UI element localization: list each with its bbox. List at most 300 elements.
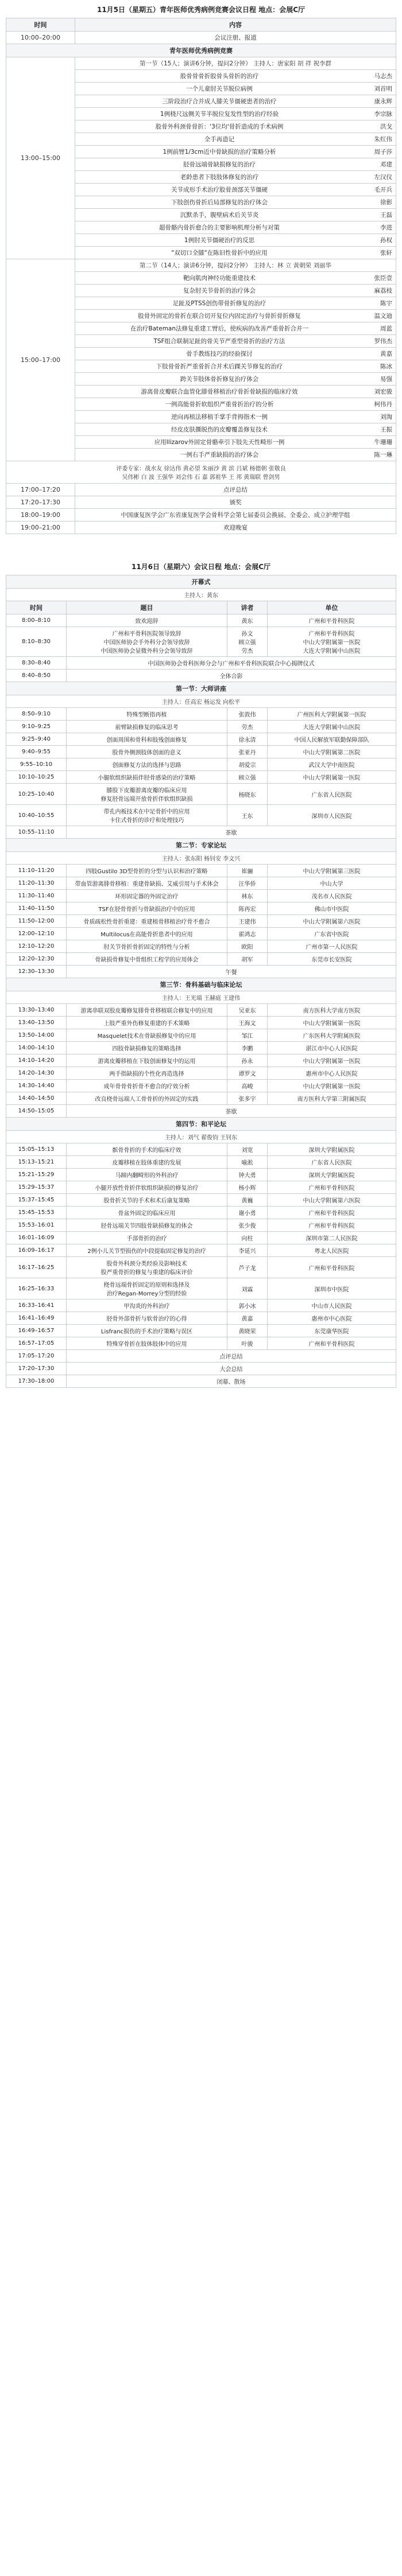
case-entry (75, 120, 396, 133)
unit-cell: 中山市人民医院 (268, 1299, 396, 1312)
speaker-cell: 王建伟 (227, 915, 268, 928)
case-entry (75, 386, 396, 398)
speaker-cell: 陈再宏 (227, 902, 268, 915)
topic-cell: 带孔内板技术在中足骨折中的应用 卡住式骨折的诊疗和处理技巧 (67, 805, 227, 826)
topic-cell: 皮瓣移植在肢体重建的发展 (67, 1156, 227, 1169)
speaker-cell: 黄嘉 (227, 1312, 268, 1325)
time-cell: 15:05–15:13 (6, 1143, 67, 1156)
unit-cell: 佛山市中医院 (268, 902, 396, 915)
day1-row (6, 44, 396, 57)
topic-cell: 股骨外侧颈肢体创面的意义 (67, 746, 227, 758)
day2-host-row (6, 991, 396, 1004)
day2-row (6, 708, 396, 721)
day1-row (6, 509, 396, 522)
day2-row (6, 1278, 396, 1299)
unit-cell: 广东省人民医院 (268, 1156, 396, 1169)
unit-cell: 深圳大学附属医院 (268, 1143, 396, 1156)
time-cell: 16:25–16:33 (6, 1278, 67, 1299)
case-title: 跨关节肢体骨折修复治疗体会 (180, 376, 259, 383)
topic-cell: 前臂缺损修复的临床思考 (67, 721, 227, 733)
day2-row (6, 771, 396, 784)
topic-cell: 中国医师协会骨科医师分会与广州和平骨科医院联合中心揭牌仪式 (67, 657, 396, 670)
unit-cell: 湛江市中心人民医院 (268, 1042, 396, 1054)
time-cell: 16:33–16:41 (6, 1299, 67, 1312)
case-entry (75, 411, 396, 423)
case-speaker: 刘首明 (374, 85, 392, 92)
speaker-cell: 劳杰 (227, 721, 268, 733)
topic-cell: 四肢Gustilo 3D型骨折的分型与认识和治疗策略 (67, 865, 227, 877)
speaker-cell: 孙文 顾立强 劳杰 (227, 627, 268, 657)
day2-row (6, 1257, 396, 1278)
case-speaker: 牛珊珊 (374, 439, 392, 446)
day2-row (6, 627, 396, 657)
time-cell: 11:10–11:20 (6, 865, 67, 877)
case-speaker: 毛开兵 (374, 186, 392, 193)
day2-row (6, 953, 396, 966)
case-entry (75, 184, 396, 196)
case-title: 一个儿童肘关节脱位病例 (186, 85, 253, 92)
case-entry (75, 133, 396, 146)
time-cell: 17:05–17:20 (6, 1350, 67, 1363)
case-entry (75, 95, 396, 108)
day2-row (6, 1363, 396, 1375)
case-entry (75, 108, 396, 120)
case-speaker: 陈宇 (380, 300, 392, 307)
time-cell: 14:30–14:40 (6, 1080, 67, 1092)
opening-label: 开幕式 (6, 575, 396, 589)
case-title: 下肢骨骨折严重骨折合并术后踝关节修复的治疗 (156, 363, 283, 370)
topic-cell: 午餐 (67, 966, 396, 978)
time-cell: 15:00–17:00 (6, 259, 75, 461)
unit-cell: 广州和平骨科医院 (268, 1219, 396, 1232)
topic-cell: 改良桡骨远端人工骨骨折的外固定的实践 (67, 1092, 227, 1105)
case-entry (75, 285, 396, 297)
case-title: 足趾及PTSS创伤带骨折修复的治疗 (172, 300, 266, 307)
session-host: 主持人：刘气 翟俊钧 王钊东 (6, 1131, 396, 1143)
case-speaker: 左汉仪 (374, 174, 392, 181)
speaker-cell: 钟大勇 (227, 1169, 268, 1181)
day2-row (6, 1067, 396, 1080)
day2-row (6, 733, 396, 746)
case-title: 1例前臂1/3cm近中骨缺损的治疗策略分析 (163, 149, 276, 155)
case-speaker: 朱红伟 (374, 136, 392, 143)
case-entry (75, 373, 396, 386)
agenda-item: 中国康复医学会广东省康复医学会骨科学会第七届委员会换届、全委会、成立护理学组 (75, 509, 396, 522)
day2-row (6, 758, 396, 771)
case-title: 胫骨远端骨缺损修复的治疗 (183, 161, 256, 168)
unit-cell: 茂名市人民医院 (268, 890, 396, 902)
day2-row (6, 721, 396, 733)
case-entry (75, 146, 396, 158)
case-speaker: 李宗脉 (374, 111, 392, 118)
speaker-cell: 吴亚东 (227, 1004, 268, 1017)
case-title: TSF组合联制足趾的骨关节严重型骨折的治疗方法 (153, 338, 285, 345)
day2-host-row (6, 1131, 396, 1143)
unit-cell: 深圳大学附属医院 (268, 1169, 396, 1181)
case-title: "双切口全膝"在陈旧性骨折中的应用 (171, 250, 268, 256)
day2-section-row (6, 839, 396, 852)
case-speaker: 易强 (380, 376, 392, 383)
speaker-cell: 王东 (227, 805, 268, 826)
day2-row (6, 1232, 396, 1244)
section-label: 第三节：骨科基础与临床论坛 (6, 978, 396, 991)
time-cell: 17:20–17:30 (6, 1363, 67, 1375)
unit-cell: 中山大学附属第三医院 (268, 865, 396, 877)
unit-cell: 中山大学附属第一医院 (268, 1054, 396, 1067)
time-cell: 11:50–12:00 (6, 915, 67, 928)
day2-row (6, 877, 396, 890)
time-cell: 15:29–15:37 (6, 1181, 67, 1194)
topic-cell: 四肢骨缺损修复的策略选择 (67, 1042, 227, 1054)
day2-row (6, 1169, 396, 1181)
unit-cell: 惠州市中心医院 (268, 1312, 396, 1325)
time-cell: 16:49–16:57 (6, 1325, 67, 1337)
day1-table (6, 18, 396, 534)
time-cell: 9:40–9:55 (6, 746, 67, 758)
agenda-item: 会议注册、报道 (75, 32, 396, 44)
speaker-cell: 邹江 (227, 1029, 268, 1042)
case-title: 一例右手严重缺损的治疗体会 (180, 452, 259, 458)
case-speaker: 张轩 (380, 250, 392, 256)
speaker-cell: 郭小冰 (227, 1299, 268, 1312)
day2-section-row (6, 978, 396, 991)
topic-cell: 马蹄内翻畸形的外科治疗 (67, 1169, 227, 1181)
speaker-cell: 李鹏 (227, 1042, 268, 1054)
time-cell: 11:30–11:40 (6, 890, 67, 902)
topic-cell: 股骨外科颈分类经验及影响技术 股严重骨折的修复与重建的临床评价 (67, 1257, 227, 1278)
time-cell: 17:00–17:20 (6, 484, 75, 496)
time-cell: 16:17–16:25 (6, 1257, 67, 1278)
day2-row (6, 1244, 396, 1257)
day2-table (6, 575, 396, 1388)
speaker-cell: 叶骏 (227, 1337, 268, 1350)
day2-row (6, 1156, 396, 1169)
time-cell: 16:09–16:17 (6, 1244, 67, 1257)
unit-cell: 东莞康华医院 (268, 1325, 396, 1337)
case-speaker: 张臣壹 (374, 275, 392, 282)
day2-header-topic: 题目 (67, 601, 227, 614)
day2-row (6, 1042, 396, 1054)
day2-row (6, 1350, 396, 1363)
session-host: 第一节（15人；演讲6分钟，提问2分钟） 主持人：唐家阳 胡 祥 祝李群 (75, 57, 396, 70)
case-title: 股骨骨骨折股骨头骨折的治疗 (180, 73, 259, 80)
day2-row (6, 966, 396, 978)
unit-cell: 广东省中医院 (268, 928, 396, 940)
time-cell: 9:55–10:10 (6, 758, 67, 771)
topic-cell: 小腿软组织缺损伴胫骨感染的治疗策略 (67, 771, 227, 784)
case-speaker: 李进 (380, 224, 392, 231)
section-label: 第四节：和平论坛 (6, 1118, 396, 1131)
case-title: 全手再造记 (204, 136, 235, 143)
case-speaker: 孙权 (380, 237, 392, 244)
topic-cell: 环形固定器的外固定治疗 (67, 890, 227, 902)
speaker-cell: 胡爱宗 (227, 758, 268, 771)
case-speaker: 马志杰 (374, 73, 392, 80)
case-entry (75, 247, 396, 259)
topic-cell: 致欢迎辞 (67, 614, 227, 627)
day2-row (6, 902, 396, 915)
speaker-cell: 顾立强 (227, 771, 268, 784)
unit-cell: 惠州市中心人民医院 (268, 1067, 396, 1080)
day2-row (6, 915, 396, 928)
time-cell: 13:30–13:40 (6, 1004, 67, 1017)
time-cell: 16:57–17:05 (6, 1337, 67, 1350)
time-cell: 14:20–14:30 (6, 1067, 67, 1080)
unit-cell: 深圳市第二人民医院 (268, 1232, 396, 1244)
time-cell: 8:00–8:10 (6, 614, 67, 627)
case-title: 老龄患者下肢肢体修复的治疗 (180, 174, 259, 181)
day2-row (6, 1194, 396, 1207)
topic-cell: TSF在胫骨骨折与骨缺损治疗中的应用 (67, 902, 227, 915)
unit-cell: 深圳市人民医院 (268, 805, 396, 826)
speaker-cell: 黄晓荣 (227, 1325, 268, 1337)
time-cell: 14:40–14:50 (6, 1092, 67, 1105)
case-title: 经皮皮肤撕脱伤的皮瓣覆盖修复技术 (171, 426, 268, 433)
topic-cell: 创面周围和骨科和肢残创面修复 (67, 733, 227, 746)
time-cell: 19:00–21:00 (6, 522, 75, 534)
topic-cell: 特殊型断指再植 (67, 708, 227, 721)
day1-row (6, 57, 396, 70)
topic-cell: 髌骨骨折的手术的临床疗效 (67, 1143, 227, 1156)
day2-row (6, 890, 396, 902)
day2-row (6, 1299, 396, 1312)
case-entry (75, 83, 396, 95)
topic-cell: 骨缺损骨修复中骨组织工程学的应用体会 (67, 953, 227, 966)
time-cell: 9:25–9:40 (6, 733, 67, 746)
speaker-cell: 谭罗文 (227, 1067, 268, 1080)
unit-cell: 中山大学附属第六医院 (268, 915, 396, 928)
day2-title: 11月6日（星期六）会议日程 地点：会展C厅 (131, 563, 271, 571)
unit-cell: 广州市第一人民医院 (268, 940, 396, 953)
case-title: 游离骨皮瓣联合血管化腓骨移植治疗骨折骨缺损的临床疗效 (141, 388, 298, 395)
case-title: 1例桡尺远侧关节半脱位复发性型的治疗经验 (160, 111, 279, 118)
time-cell: 8:40–8:50 (6, 670, 67, 682)
speaker-cell: 王海文 (227, 1017, 268, 1029)
case-title: 在治疗Bateman法修复重建工臂后，使疾病的改善严重骨折合并一 (130, 325, 309, 332)
case-entry (75, 209, 396, 221)
topic-cell: 点评总结 (67, 1350, 396, 1363)
unit-cell: 中山大学附属第一医院 (268, 1080, 396, 1092)
day2-row (6, 1207, 396, 1219)
speaker-cell: 杨小辉 (227, 1181, 268, 1194)
section-label: 青年医师优秀病例竞赛 (6, 44, 396, 57)
speaker-cell: 徐永清 (227, 733, 268, 746)
case-entry (75, 360, 396, 373)
topic-cell: 桡骨远端骨折固定的原则和选择及 治疗Regan-Morrey分型的经验 (67, 1278, 227, 1299)
time-cell: 16:41–16:49 (6, 1312, 67, 1325)
session-host: 主持人：任高宏 杨运发 向松平 (6, 695, 396, 708)
unit-cell: 中国人民解放军联勤保障部队 (268, 733, 396, 746)
time-cell: 10:55–11:10 (6, 826, 67, 839)
time-cell: 8:10–8:30 (6, 627, 67, 657)
case-title: 关节成形手术治疗股骨颈部关节僵硬 (171, 186, 268, 193)
topic-cell: 成年骨骨骨折骨不愈合的疗效分析 (67, 1080, 227, 1092)
time-cell: 13:50–14:00 (6, 1029, 67, 1042)
topic-cell: Masquelet技术在骨缺损修复中的应用 (67, 1029, 227, 1042)
day2-row (6, 1312, 396, 1325)
case-title: 靶向肌肉神经功能重建技术 (183, 275, 256, 282)
section-label: 第二节：专家论坛 (6, 839, 396, 852)
day2-row (6, 1029, 396, 1042)
case-speaker: 洪戈 (380, 123, 392, 130)
day2-row (6, 1080, 396, 1092)
day2-row (6, 657, 396, 670)
time-cell: 10:25–10:40 (6, 784, 67, 805)
judges-note: 评委专家：战水友 徐达伟 黄必望 朱丽沙 黄 滨 吕斌 杨德朝 张敬良 吴伟彬 白 波 王强华 刘会伟 石 嘉 郭祖华 王 邦 黄瑞联 曾剑男 (6, 461, 396, 484)
case-speaker: 王振 (380, 426, 392, 433)
speaker-cell: 刘宽 (227, 1143, 268, 1156)
case-speaker: 康永辉 (374, 98, 392, 105)
unit-cell: 中山大学附属第一医院 (268, 771, 396, 784)
topic-cell: 创面修复方法的选择与思路 (67, 758, 227, 771)
agenda-item: 颁奖 (75, 496, 396, 509)
day1-row (6, 522, 396, 534)
speaker-cell: 高峻 (227, 1080, 268, 1092)
case-title: 1例肘关节僵硬治疗的反思 (184, 237, 255, 244)
speaker-cell: 孙永 (227, 1054, 268, 1067)
time-cell: 15:21–15:29 (6, 1169, 67, 1181)
speaker-cell: 喻淞 (227, 1156, 268, 1169)
day2-row (6, 1337, 396, 1350)
opening-host: 主持人：黄东 (6, 589, 396, 601)
case-speaker: 周子莎 (374, 149, 392, 155)
unit-cell: 中山大学附属第二医院 (268, 746, 396, 758)
topic-cell: 甲沟炎的外科治疗 (67, 1299, 227, 1312)
case-speaker: 王磊 (380, 212, 392, 219)
topic-cell: 茶歇 (67, 1105, 396, 1118)
speaker-cell: 胡军 (227, 953, 268, 966)
time-cell: 12:20–12:30 (6, 953, 67, 966)
case-speaker: 黄嘉 (380, 351, 392, 357)
topic-cell: 膝股下皮瓣游离皮瓣的临床应用 修复胫骨远端开放骨折伴软组织缺损 (67, 784, 227, 805)
day2-row (6, 746, 396, 758)
time-cell: 10:00–20:00 (6, 32, 75, 44)
topic-cell: 闭幕、散场 (67, 1375, 396, 1388)
case-speaker: 陈一琳 (374, 452, 392, 458)
day2-row (6, 1004, 396, 1017)
case-entry (75, 423, 396, 436)
unit-cell: 深圳市中医院 (268, 1278, 396, 1299)
speaker-cell: 向柱 (227, 1232, 268, 1244)
case-entry (75, 171, 396, 184)
case-entry (75, 398, 396, 411)
day1-row (6, 496, 396, 509)
time-cell: 10:10–10:25 (6, 771, 67, 784)
unit-cell: 广州和平骨科医院 (268, 1181, 396, 1194)
day2-row (6, 928, 396, 940)
speaker-cell: 黄巍 (227, 1194, 268, 1207)
unit-cell: 南方医科大学南方医院 (268, 1004, 396, 1017)
day2-row (6, 865, 396, 877)
day2-row (6, 1181, 396, 1194)
topic-cell: 小腿开放性骨折伴软组织缺损的修复治疗 (67, 1181, 227, 1194)
topic-cell: 2例小儿关节型损伤的中段提取固定修复的治疗 (67, 1244, 227, 1257)
case-title: 逆向再植法移植手掌手背拇指术一例 (171, 414, 268, 421)
case-speaker: 罗伟杰 (374, 338, 392, 345)
case-entry (75, 221, 396, 234)
case-title: 下肢创伤骨折后局部修复的治疗体会 (171, 199, 268, 206)
topic-cell: 大会总结 (67, 1363, 396, 1375)
day2-host-row (6, 695, 396, 708)
time-cell: 12:30–13:30 (6, 966, 67, 978)
speaker-cell: 张敦伟 (227, 708, 268, 721)
speaker-cell: 林东 (227, 890, 268, 902)
day1-row (6, 461, 396, 484)
time-cell: 15:13–15:21 (6, 1156, 67, 1169)
topic-cell: 胫骨远端关节四肢骨缺损修复的体会 (67, 1219, 227, 1232)
day2-header-time: 时间 (6, 601, 67, 614)
day2-row (6, 1219, 396, 1232)
section-label: 第一节：大师讲座 (6, 682, 396, 695)
case-entry (75, 348, 396, 360)
topic-cell: 股骨折关节的手术和术后康复策略 (67, 1194, 227, 1207)
unit-cell: 南方医科大学第三附属医院 (268, 1092, 396, 1105)
day2-row (6, 784, 396, 805)
topic-cell: 游离皮瓣移植在下肢创面修复中的运用 (67, 1054, 227, 1067)
speaker-cell: 汪华侨 (227, 877, 268, 890)
case-title: 超骨骼内骨折愈合的主要影响机理分析与对策 (159, 224, 280, 231)
case-entry (75, 335, 396, 348)
speaker-cell: 张多宇 (227, 1092, 268, 1105)
case-entry (75, 70, 396, 83)
case-entry (75, 196, 396, 209)
case-title: 股骨外科颈骨骨折：'3位均'骨折造成的手术病例 (155, 123, 284, 130)
time-cell: 16:01–16:09 (6, 1232, 67, 1244)
day2-row (6, 1017, 396, 1029)
time-cell: 10:40–10:55 (6, 805, 67, 826)
unit-cell: 广州和平骨科医院 (268, 1207, 396, 1219)
case-title: 应用Ilizarov外固定骨骼牵引下肢先天性畸形一例 (154, 439, 285, 446)
topic-cell: Multilocus在高能骨折患者中的应用 (67, 928, 227, 940)
unit-cell: 广东省人民医院 (268, 784, 396, 805)
day2-row (6, 614, 396, 627)
speaker-cell: 崔骊 (227, 865, 268, 877)
case-speaker: 邓建 (380, 161, 392, 168)
day2-row (6, 826, 396, 839)
unit-cell: 广州和平骨科医院 中山大学附属第一医院 大连大学附属中山医院 (268, 627, 396, 657)
day1-row (6, 32, 396, 44)
time-cell: 11:20–11:30 (6, 877, 67, 890)
time-cell: 15:53–16:01 (6, 1219, 67, 1232)
time-cell: 8:30–8:40 (6, 657, 67, 670)
speaker-cell: 黄东 (227, 614, 268, 627)
case-speaker: 温文迪 (374, 313, 392, 320)
time-cell: 15:37–15:45 (6, 1194, 67, 1207)
speaker-cell: 李延兴 (227, 1244, 268, 1257)
topic-cell: 带血管游离腓骨移植：重建骨缺损、艾威引用与手术体会 (67, 877, 227, 890)
speaker-cell: 张少俊 (227, 1219, 268, 1232)
speaker-cell: 欧阳 (227, 940, 268, 953)
case-entry (75, 272, 396, 285)
day1-header-time: 时间 (6, 18, 75, 32)
topic-cell: 上肢严重外伤修复重建的手术策略 (67, 1017, 227, 1029)
time-cell: 11:40–11:50 (6, 902, 67, 915)
agenda-page (6, 0, 396, 1399)
case-speaker: 刘宏骏 (374, 388, 392, 395)
topic-cell: 胫骨外部骨折与软骨治疗的心得 (67, 1312, 227, 1325)
case-title: 股骨外固定的骨折在联合切开复位内固定治疗与骨折骨折修复 (138, 313, 301, 320)
topic-cell: 两手指缺损的个性化再造选择 (67, 1067, 227, 1080)
speaker-cell: 芦子龙 (227, 1257, 268, 1278)
case-title: 一例高能骨折软组织严重骨折治疗的分析 (165, 401, 274, 408)
case-title: 复杂肘关节骨折的治疗体会 (183, 287, 256, 294)
case-speaker: 麻荔枝 (374, 287, 392, 294)
case-speaker: 刘淘 (380, 414, 392, 421)
case-speaker: 柯伟丹 (374, 401, 392, 408)
day1-header-content: 内容 (75, 18, 396, 32)
unit-cell: 广州医科大学附属第一医院 (268, 708, 396, 721)
case-entry (75, 297, 396, 310)
